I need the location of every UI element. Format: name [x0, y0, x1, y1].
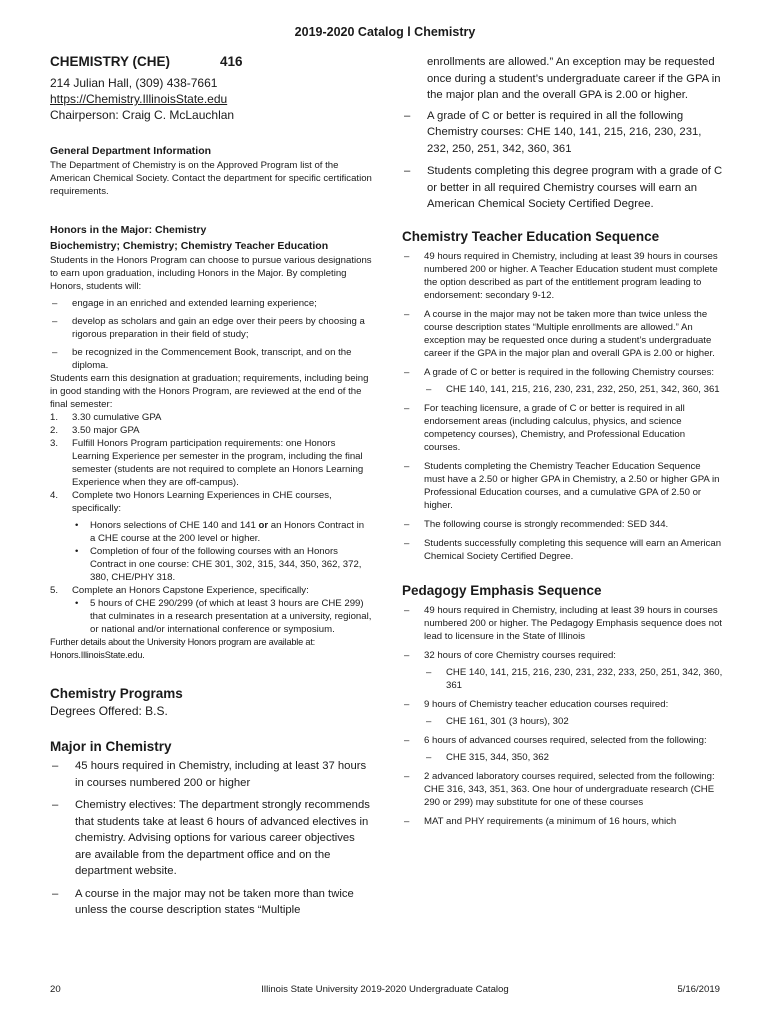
department-code: 416 — [220, 54, 243, 69]
list-item: – A grade of C or better is required in all the following Chemistry courses: CHE 140, 141, 215, 216, 230, 231, 232, 250, 251, 342, 360, 361 — [402, 108, 724, 158]
list-item: 2. 3.50 major GPA — [50, 425, 140, 436]
teacher-required-courses-sublist — [424, 383, 724, 396]
list-item: – be recognized in the Commencement Book, transcript, and on the diploma. — [50, 346, 372, 372]
list-item: 3. Fulfill Honors Program participation requirements: one Honors Learning Experience per semester in the program, including the final semester (students are not required to complete an Honors Learning Experience when they are off-campus). — [50, 438, 364, 488]
list-item: 1. 3.30 cumulative GPA — [50, 412, 162, 423]
honors-heading-line2: Biochemistry; Chemistry; Chemistry Teacher Education — [50, 240, 329, 252]
list-item: – Students completing this degree program with a grade of C or better in all required Chemistry courses will earn an American Chemical Society Certified Degree. — [402, 163, 724, 213]
list-item: – The following course is strongly recommended: SED 344. — [402, 518, 724, 531]
major-continued-text: enrollments are allowed.” An exception may be requested once during a student’s undergraduate career if the GPA in the major plan and the overall GPA is 2.00 or higher. — [427, 56, 721, 101]
honors-further-details: Further details about the University Honors program are available at: Honors.IllinoisState.edu. — [50, 637, 316, 660]
department-title — [50, 54, 372, 69]
honors-intro: Students in the Honors Program can choose to pursue various designations to earn upon graduation, including Honors in the Major. By completing Honors, students will: — [50, 255, 372, 292]
page-header: 2019-2020 Catalog l Chemistry — [294, 25, 476, 39]
major-list-continued — [402, 108, 724, 213]
pedagogy-core-courses-sublist — [424, 666, 724, 692]
list-item: – 49 hours required in Chemistry, including at least 39 hours in courses numbered 200 or higher. The Pedagogy Emphasis sequence does not lead to licensure in the State of Illinois — [402, 604, 724, 643]
list-item: 5. Complete an Honors Capstone Experience, specifically: • 5 hours of CHE 290/299 (of which at least 3 hours are CHE 299) that culminates in a research presentation at a university, regional, or national and/or international conference or symposium. — [50, 584, 372, 636]
list-item: – 32 hours of core Chemistry courses required: – CHE 140, 141, 215, 216, 230, 231, 232, 233, 250, 251, 342, 360, 361 — [402, 649, 724, 692]
general-info-text: The Department of Chemistry is on the Approved Program list of the American Chemical Society. Contact the department for specific certification requirements. — [50, 160, 372, 197]
footer-page-number: 20 — [50, 984, 61, 995]
honors-req5-sublist — [72, 597, 372, 636]
list-item: – A course in the major may not be taken more than twice unless the course description states “Multiple enrollments are allowed.” An exception may be requested once during a student’s undergraduate career if the GPA in the major plan and overall GPA is 2.00 or higher. — [402, 308, 724, 360]
list-item: – 9 hours of Chemistry teacher education courses required: – CHE 161, 301 (3 hours), 302 — [402, 698, 724, 728]
honors-requirements-intro: Students earn this designation at graduation; requirements, including being in good standing with the Honors Program, are reviewed at the end of the final semester: — [50, 373, 369, 410]
list-item: • Completion of four of the following courses with an Honors Contract in one course: CHE 301, 302, 315, 344, 350, 362, 372, 380, CHE/PHY 318. — [72, 545, 372, 584]
list-item: 4. Complete two Honors Learning Experiences in CHE courses, specifically: • Honors selections of CHE 140 and 141 or an Honors Contract in a CHE course at the 200 level or higher. • Completion of four of the following courses with an Honors Contract in one course: CHE 301, 302, 315, 344, 350, 362, 372, 380, CHE/PHY 318. — [50, 489, 372, 584]
chemistry-programs-heading: Chemistry Programs — [50, 686, 183, 701]
pedagogy-teacher-ed-courses-sublist — [424, 715, 724, 728]
left-column — [50, 54, 372, 919]
honors-requirements-list — [50, 411, 372, 636]
list-item: – Students completing the Chemistry Teacher Education Sequence must have a 2.50 or higher GPA in Chemistry, a 2.50 or higher GPA in Professional Education courses, and a cumulative GPA of 2.50 or higher. — [402, 460, 724, 512]
list-item: – CHE 140, 141, 215, 216, 230, 231, 232, 250, 251, 342, 360, 361 — [424, 383, 724, 396]
department-website-link[interactable]: https://Chemistry.IllinoisState.edu — [50, 92, 228, 106]
major-heading: Major in Chemistry — [50, 739, 172, 754]
pedagogy-sequence-list — [402, 604, 724, 828]
list-item: – For teaching licensure, a grade of C or better is required in all endorsement areas (including calculus, physics, and science competency courses), Chemistry, and Professional Education courses. — [402, 402, 724, 454]
footer-catalog-name: Illinois State University 2019-2020 Undergraduate Catalog — [261, 984, 509, 995]
list-item: – A grade of C or better is required in the following Chemistry courses: – CHE 140, 141, 215, 216, 230, 231, 232, 250, 251, 342, 360, 361 — [402, 366, 724, 396]
list-item: – 45 hours required in Chemistry, including at least 37 hours in courses numbered 200 or higher — [50, 758, 372, 791]
list-item: – develop as scholars and gain an edge over their peers by choosing a rigorous preparation in their field of study; — [50, 315, 372, 341]
list-item: – engage in an enriched and extended learning experience; — [50, 297, 372, 310]
department-address: 214 Julian Hall, (309) 438-7661 — [50, 76, 218, 90]
honors-req4-sublist — [72, 519, 372, 584]
honors-benefits-list — [50, 297, 372, 372]
teacher-sequence-heading: Chemistry Teacher Education Sequence — [402, 228, 660, 244]
major-list — [50, 758, 372, 919]
honors-heading-line1: Honors in the Major: Chemistry — [50, 224, 207, 236]
list-item: – 49 hours required in Chemistry, including at least 39 hours in courses numbered 200 or higher. A Teacher Education student must complete the option described as part of the entitlement program leading to endorsement: secondary 9-12. — [402, 250, 724, 302]
general-info-heading: General Department Information — [50, 145, 212, 157]
list-item: – A course in the major may not be taken more than twice unless the course description states “Multiple — [50, 886, 372, 919]
department-chair: Chairperson: Craig C. McLauchlan — [50, 108, 235, 122]
list-item: – Students successfully completing this sequence will earn an American Chemical Society Certified Degree. — [402, 537, 724, 563]
list-item: – MAT and PHY requirements (a minimum of 16 hours, which — [402, 815, 724, 828]
right-column — [402, 54, 724, 828]
list-item: – 6 hours of advanced courses required, selected from the following: – CHE 315, 344, 350, 362 — [402, 734, 724, 764]
footer-date: 5/16/2019 — [677, 984, 720, 995]
department-name: CHEMISTRY (CHE) — [50, 54, 171, 69]
degrees-offered: Degrees Offered: B.S. — [50, 704, 168, 718]
pedagogy-advanced-courses-sublist — [424, 751, 724, 764]
teacher-sequence-list — [402, 250, 724, 563]
list-item: – CHE 315, 344, 350, 362 — [424, 751, 724, 764]
pedagogy-sequence-heading: Pedagogy Emphasis Sequence — [402, 582, 602, 598]
list-item: – CHE 140, 141, 215, 216, 230, 231, 232, 233, 250, 251, 342, 360, 361 — [424, 666, 724, 692]
list-item: – 2 advanced laboratory courses required, selected from the following: CHE 316, 343, 351, 363. One hour of undergraduate research (CHE 290 or 299) may substitute for one of these courses — [402, 770, 724, 809]
list-item: • Honors selections of CHE 140 and 141 or an Honors Contract in a CHE course at the 200 level or higher. — [72, 519, 372, 545]
list-item: – CHE 161, 301 (3 hours), 302 — [424, 715, 724, 728]
list-item: • 5 hours of CHE 290/299 (of which at least 3 hours are CHE 299) that culminates in a research presentation at a university, regional, or national and/or international conference or symposium. — [72, 597, 372, 636]
list-item: – Chemistry electives: The department strongly recommends that students take at least 6 hours of advanced electives in chemistry. Advising options for various career objectives are available from the department office and on the department website. — [50, 797, 372, 880]
